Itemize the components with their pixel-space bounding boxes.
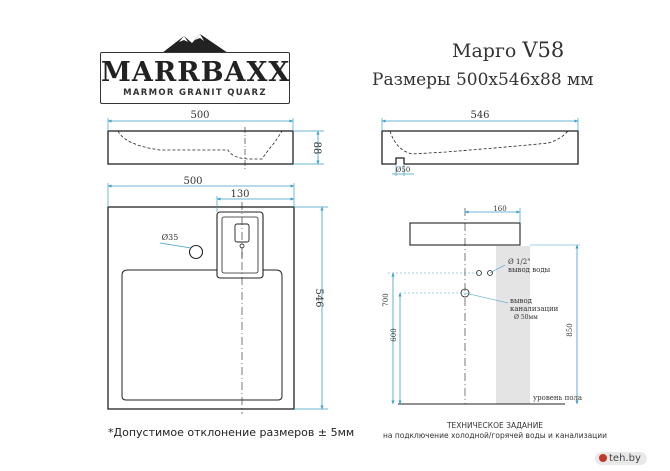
drain-label-2: канализации [510, 305, 559, 313]
side-depth-label: 546 [470, 110, 490, 121]
water-diameter-label: Ø 1/2" [508, 258, 531, 266]
tap-offset-label: 130 [230, 189, 250, 200]
water-outlet-label: вывод воды [508, 266, 551, 274]
tap-hole-label: Ø35 [161, 233, 179, 242]
height-850-label: 850 [566, 323, 574, 337]
height-700-label: 700 [382, 293, 390, 307]
drain-diameter-label: Ø 50мм [514, 314, 538, 321]
side-drain-label: Ø50 [395, 166, 411, 174]
installation-scheme [382, 205, 582, 404]
watermark [595, 452, 647, 465]
brand-name: MARRBAXX [101, 57, 291, 88]
height-600-label: 600 [390, 328, 398, 342]
spec-title: ТЕХНИЧЕСКОЕ ЗАДАНИЕ [446, 421, 544, 430]
product-model: V58 [522, 38, 565, 62]
side-view [382, 110, 578, 176]
install-offset-label: 160 [493, 205, 507, 213]
watermark-dot-icon [599, 454, 607, 462]
front-view [108, 110, 324, 170]
product-dimensions: Размеры 500x546x88 мм [372, 70, 594, 90]
tolerance-note: *Допустимое отклонение размеров ± 5мм [108, 426, 355, 439]
top-view [108, 176, 328, 414]
floor-level-label: уровень пола [533, 394, 583, 402]
drain-label-1: вывод [510, 297, 532, 305]
top-depth-label: 546 [313, 288, 324, 308]
front-height-label: 88 [311, 141, 322, 155]
product-name: Марго [452, 40, 517, 62]
top-width-label: 500 [183, 176, 203, 187]
front-width-label: 500 [190, 110, 210, 121]
watermark-text: teh.by [609, 453, 641, 464]
spec-description: на подключение холодной/горячей воды и канализации [382, 431, 608, 440]
brand-tagline: MARMOR GRANIT QUARZ [123, 88, 267, 98]
